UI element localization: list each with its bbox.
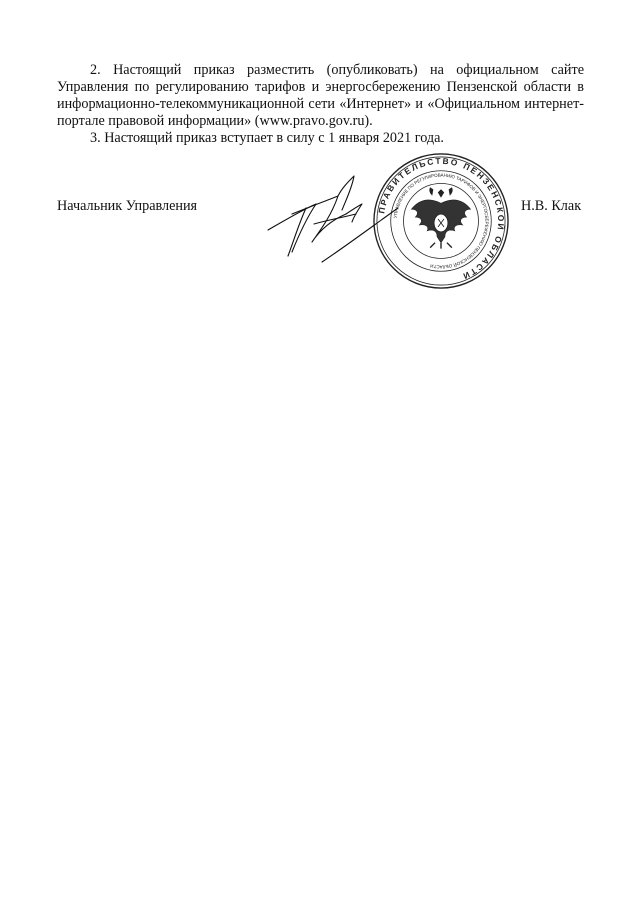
- seal-outer-text: ПРАВИТЕЛЬСТВО ПЕНЗЕНСКОЙ ОБЛАСТИ: [376, 155, 507, 283]
- signature: [262, 170, 422, 270]
- paragraph-3: [57, 130, 584, 147]
- signatory-name: Н.В. Клак: [521, 198, 582, 214]
- paragraph-2: [57, 62, 584, 130]
- paragraph-text: Настоящий приказ разместить (опубликовать) на официальном сайте Управления по регулированию тарифов и энергосбережению Пензенской области в информационно-телекоммуникационной сети «Интернет» и «Официальном интернет-портале правовой информации» (www.pravo.gov.ru).: [57, 62, 584, 129]
- paragraph-text: Настоящий приказ вступает в силу с 1 января 2021 года.: [104, 130, 444, 146]
- seal-inner-text: УПРАВЛЕНИЕ ПО РЕГУЛИРОВАНИЮ ТАРИФОВ И ЭНЕРГОСБЕРЕЖЕНИЮ ПЕНЗЕНСКОЙ ОБЛАСТИ: [392, 172, 490, 270]
- paragraph-number: 3.: [90, 130, 101, 146]
- signatory-position: Начальник Управления: [57, 198, 198, 214]
- paragraph-number: 2.: [90, 62, 101, 78]
